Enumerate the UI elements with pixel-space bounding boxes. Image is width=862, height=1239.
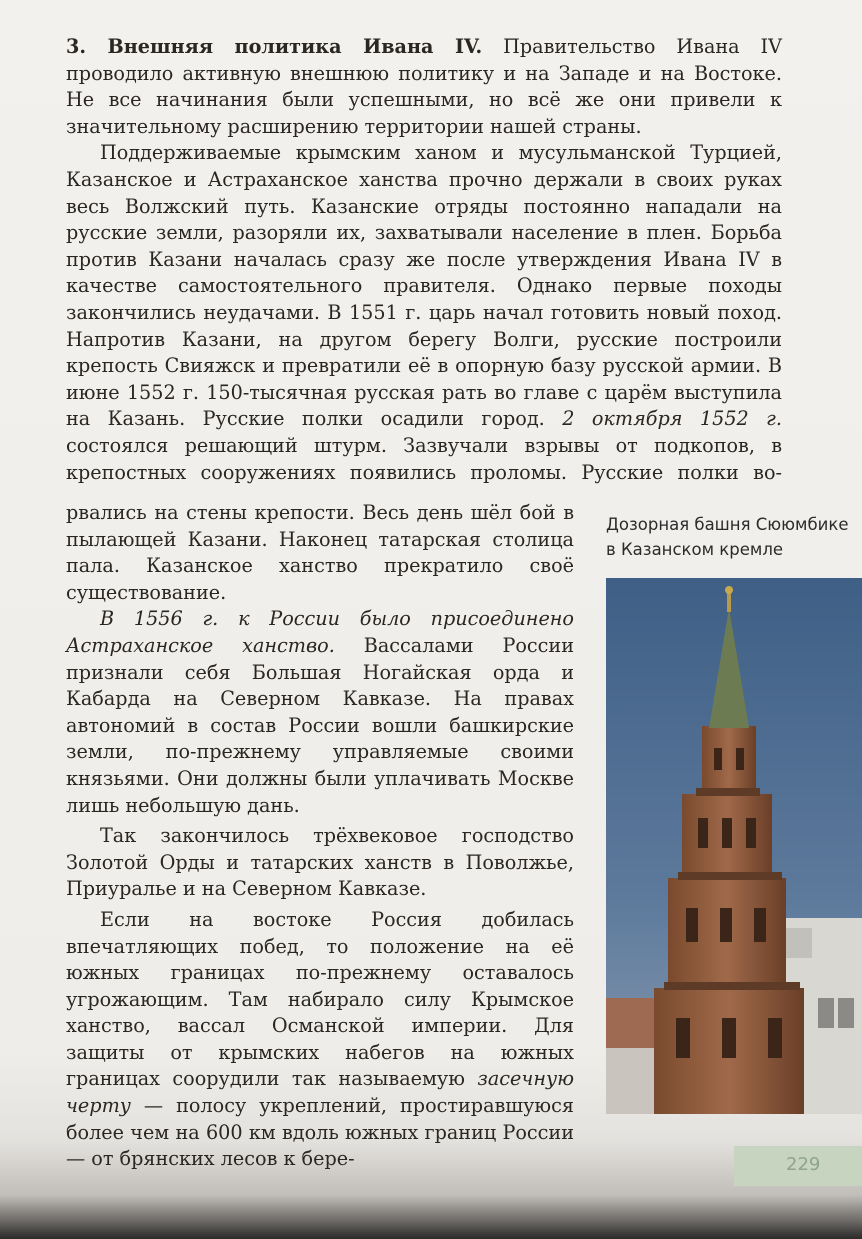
paragraph-astrakhan <box>66 606 574 819</box>
scan-shadow <box>0 1195 862 1239</box>
section-heading: 3. Внешняя политика Ивана IV. <box>66 35 483 58</box>
main-text-top <box>66 34 782 486</box>
paragraph-kazan <box>66 140 782 486</box>
date-highlight: 2 октября 1552 г. <box>562 407 782 431</box>
tower-photo <box>606 578 862 1114</box>
paragraph-south-text-b: — полосу укреплений, простиравшуюся более чем на 600 км вдоль южных границ России — от брянских лесов к бере- <box>66 1094 574 1171</box>
paragraph-kazan-continued: рвались на стены крепости. Весь день шёл бой в пылающей Казани. Наконец татарская столица пала. Казанское ханство прекратило своё существование. <box>66 501 574 604</box>
paragraph-south <box>66 907 574 1173</box>
paragraph-horde: Так закончилось трёхвековое господство Золотой Орды и татарских ханств в Поволжье, Приуралье и на Северном Кавказе. <box>66 824 574 901</box>
main-text-column <box>66 500 574 1173</box>
figure-caption <box>606 512 862 562</box>
caption-line-1: Дозорная башня Сююмбике <box>606 515 849 534</box>
term-italic: засечную черту <box>66 1067 574 1118</box>
paragraph-kazan-text-a: Поддерживаемые крымским ханом и мусульманской Турцией, Казанское и Астраханское ханства прочно держали в своих руках весь Волжский путь. Казанские отряды постоянно нападали на русские земли, разоряли их, захватывали население в плен. Борьба против Казани началась сразу же после утверждения Ивана IV в качестве самостоятельного правителя. Однако первые походы закончились неудачами. В 1551 г. царь начал готовить новый поход. Напротив Казани, на другом берегу Волги, русские построили крепость Свияжск и превратили её в опорную базу русской армии. В июне 1552 г. 150-тысячная русская рать во главе с царём выступила на Казань. Русские полки осадили город. <box>66 141 782 431</box>
paragraph-kazan-text-b: состоялся решающий штурм. Зазвучали взрывы от подкопов, в крепостных сооружениях появились проломы. Русские полки во- <box>66 433 782 484</box>
page-number-tab <box>734 1146 862 1186</box>
page-number: 229 <box>786 1154 821 1175</box>
astrakhan-italic: В 1556 г. к России было присоединено Астраханское ханство. <box>66 607 574 657</box>
paragraph-astrakhan-text: Вассалами России признали себя Большая Ногайская орда и Кабарда на Северном Кавказе. На правах автономий в состав России вошли башкирские земли, по-прежнему управляемые своими князьями. Они должны были уплачивать Москве лишь небольшую дань. <box>66 633 574 817</box>
tower-illustration <box>606 578 862 1114</box>
caption-line-2: в Казанском кремле <box>606 540 784 559</box>
paragraph-south-text-a: Если на востоке Россия добилась впечатляющих побед, то положение на её южных границах по-прежнему оставалось угрожающим. Там набирало силу Крымское ханство, вассал Османской империи. Для защиты от крымских набегов на южных границах соорудили так называемую <box>66 907 574 1091</box>
paragraph-intro <box>66 34 782 140</box>
paragraph-intro-text: Правительство Ивана IV проводило активную внешнюю политику и на Западе и на Востоке. Не все начинания были успешными, но всё же они привели к значительному расширению территории нашей страны. <box>66 35 782 138</box>
